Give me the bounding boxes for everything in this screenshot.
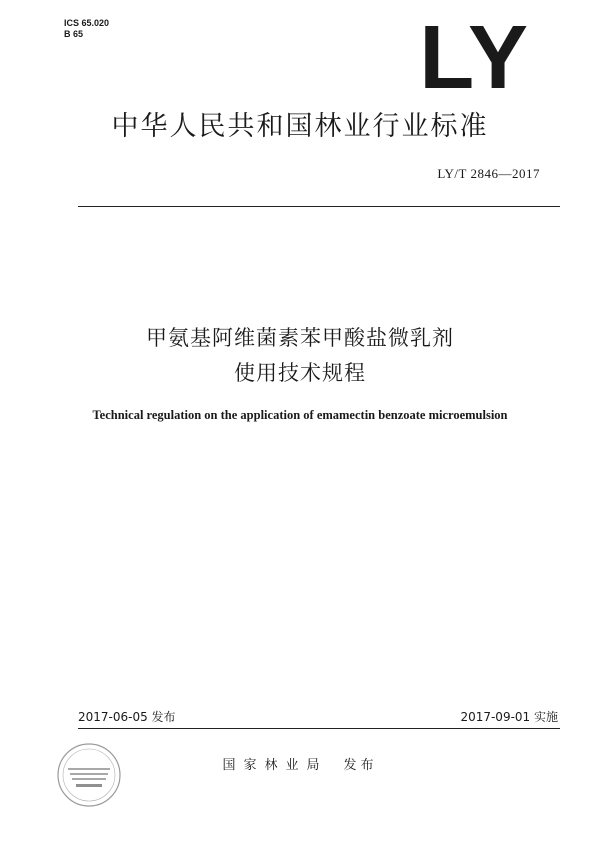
title-chinese-line2: 使用技术规程: [234, 361, 366, 385]
issue-date: 2017-06-05 发布: [78, 710, 176, 724]
top-divider: [78, 206, 560, 207]
seal-stamp-icon: [54, 740, 124, 810]
issuer-suffix: 发布: [343, 758, 378, 773]
bottom-divider: [78, 728, 560, 729]
issuer-name: 国家林业局: [222, 758, 328, 773]
standard-logo: LY: [419, 8, 530, 108]
title-english: Technical regulation on the application of emamectin benzoate microemulsion: [92, 408, 508, 422]
ics-code: ICS 65.020: [64, 18, 110, 28]
standard-category-title: 中华人民共和国林业行业标准: [111, 111, 489, 142]
ccs-code: B 65: [64, 29, 84, 39]
implementation-date: 2017-09-01 实施: [460, 710, 558, 724]
title-chinese-line1: 甲氨基阿维菌素苯甲酸盐微乳剂: [146, 326, 454, 350]
standard-number: LY/T 2846—2017: [437, 166, 540, 181]
classification-codes: [64, 18, 109, 40]
